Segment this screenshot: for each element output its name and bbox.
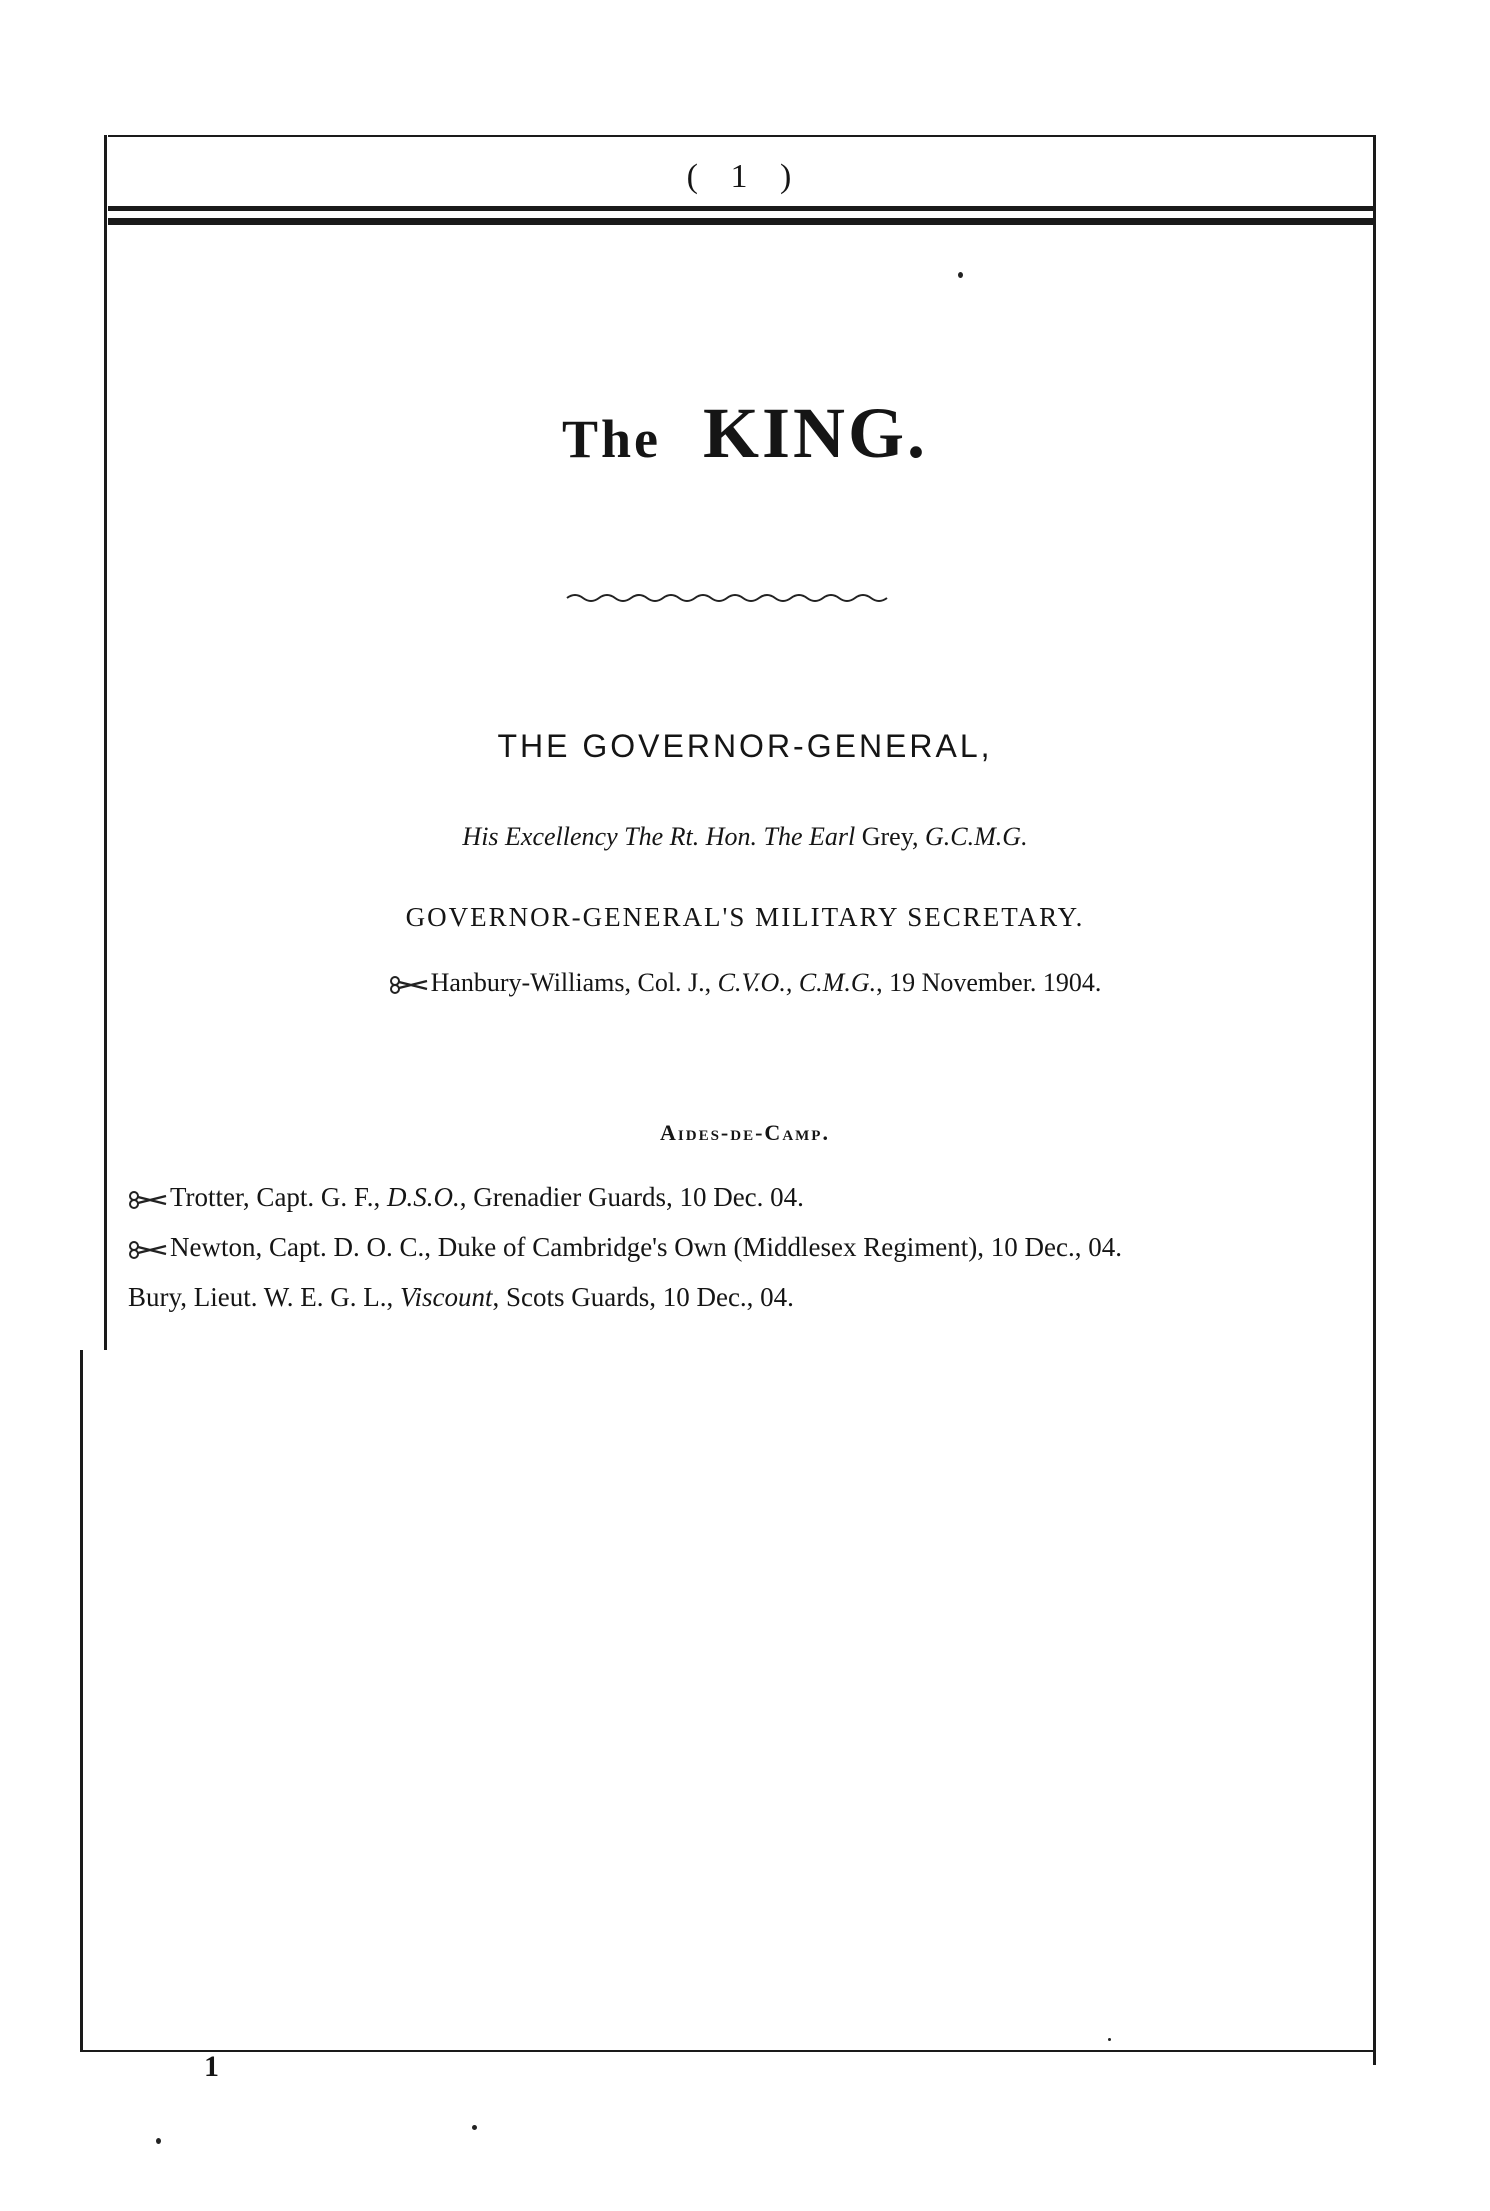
- aide-details: , Scots Guards, 10 Dec., 04.: [492, 1282, 794, 1312]
- governor-general-honours: G.C.M.G.: [925, 822, 1028, 851]
- header-double-rule-top: [108, 206, 1376, 211]
- scissors-icon: [128, 1241, 168, 1259]
- scan-speck: [472, 2125, 477, 2130]
- aide-name: Bury, Lieut. W. E. G. L.,: [128, 1282, 400, 1312]
- military-secretary-heading: GOVERNOR-GENERAL'S MILITARY SECRETARY.: [405, 902, 1085, 932]
- governor-general-title: His Excellency The Rt. Hon. The Earl: [462, 822, 856, 851]
- military-secretary-date: , 19 November. 1904.: [876, 968, 1102, 997]
- aide-details: , Grenadier Guards, 10 Dec. 04.: [459, 1182, 804, 1212]
- frame-left-lower-rule: [80, 1350, 83, 2050]
- governor-general-heading: THE GOVERNOR-GENERAL,: [497, 728, 993, 764]
- aide-honours: Viscount: [399, 1282, 493, 1312]
- governor-general-surname: Grey,: [855, 822, 926, 851]
- aide-honours: D.S.O.: [387, 1182, 460, 1212]
- military-secretary-entry: [0, 968, 1490, 998]
- list-item: [128, 1182, 804, 1213]
- page-number: ( 1 ): [686, 158, 804, 195]
- frame-bottom-rule: [80, 2050, 1376, 2052]
- aides-de-camp-heading: Aides-de-Camp.: [660, 1120, 830, 1145]
- page-title: [0, 392, 1490, 475]
- aide-name: Trotter, Capt. G. F.,: [170, 1182, 388, 1212]
- scan-speck: [958, 272, 963, 278]
- governor-general-name: [0, 822, 1490, 852]
- title-word-king: KING.: [703, 393, 929, 473]
- frame-top-rule: [108, 135, 1376, 137]
- signature-mark: 1: [204, 2050, 219, 2083]
- list-item: [128, 1282, 794, 1313]
- military-secretary-honours: C.V.O., C.M.G.: [717, 968, 877, 997]
- title-word-the: The: [561, 409, 661, 469]
- scan-speck: [156, 2138, 161, 2144]
- aide-name: Newton, Capt. D. O. C., Duke of Cambridge's Own (Middlesex Regiment), 10 Dec., 04.: [170, 1232, 1122, 1262]
- flourish-rule: [565, 588, 895, 608]
- scan-speck: [1108, 2038, 1111, 2041]
- scissors-icon: [389, 976, 429, 994]
- scissors-icon: [128, 1191, 168, 1209]
- military-secretary-name: Hanbury-Williams, Col. J.,: [430, 968, 718, 997]
- list-item: [128, 1232, 1122, 1263]
- header-double-rule-bottom: [108, 218, 1376, 225]
